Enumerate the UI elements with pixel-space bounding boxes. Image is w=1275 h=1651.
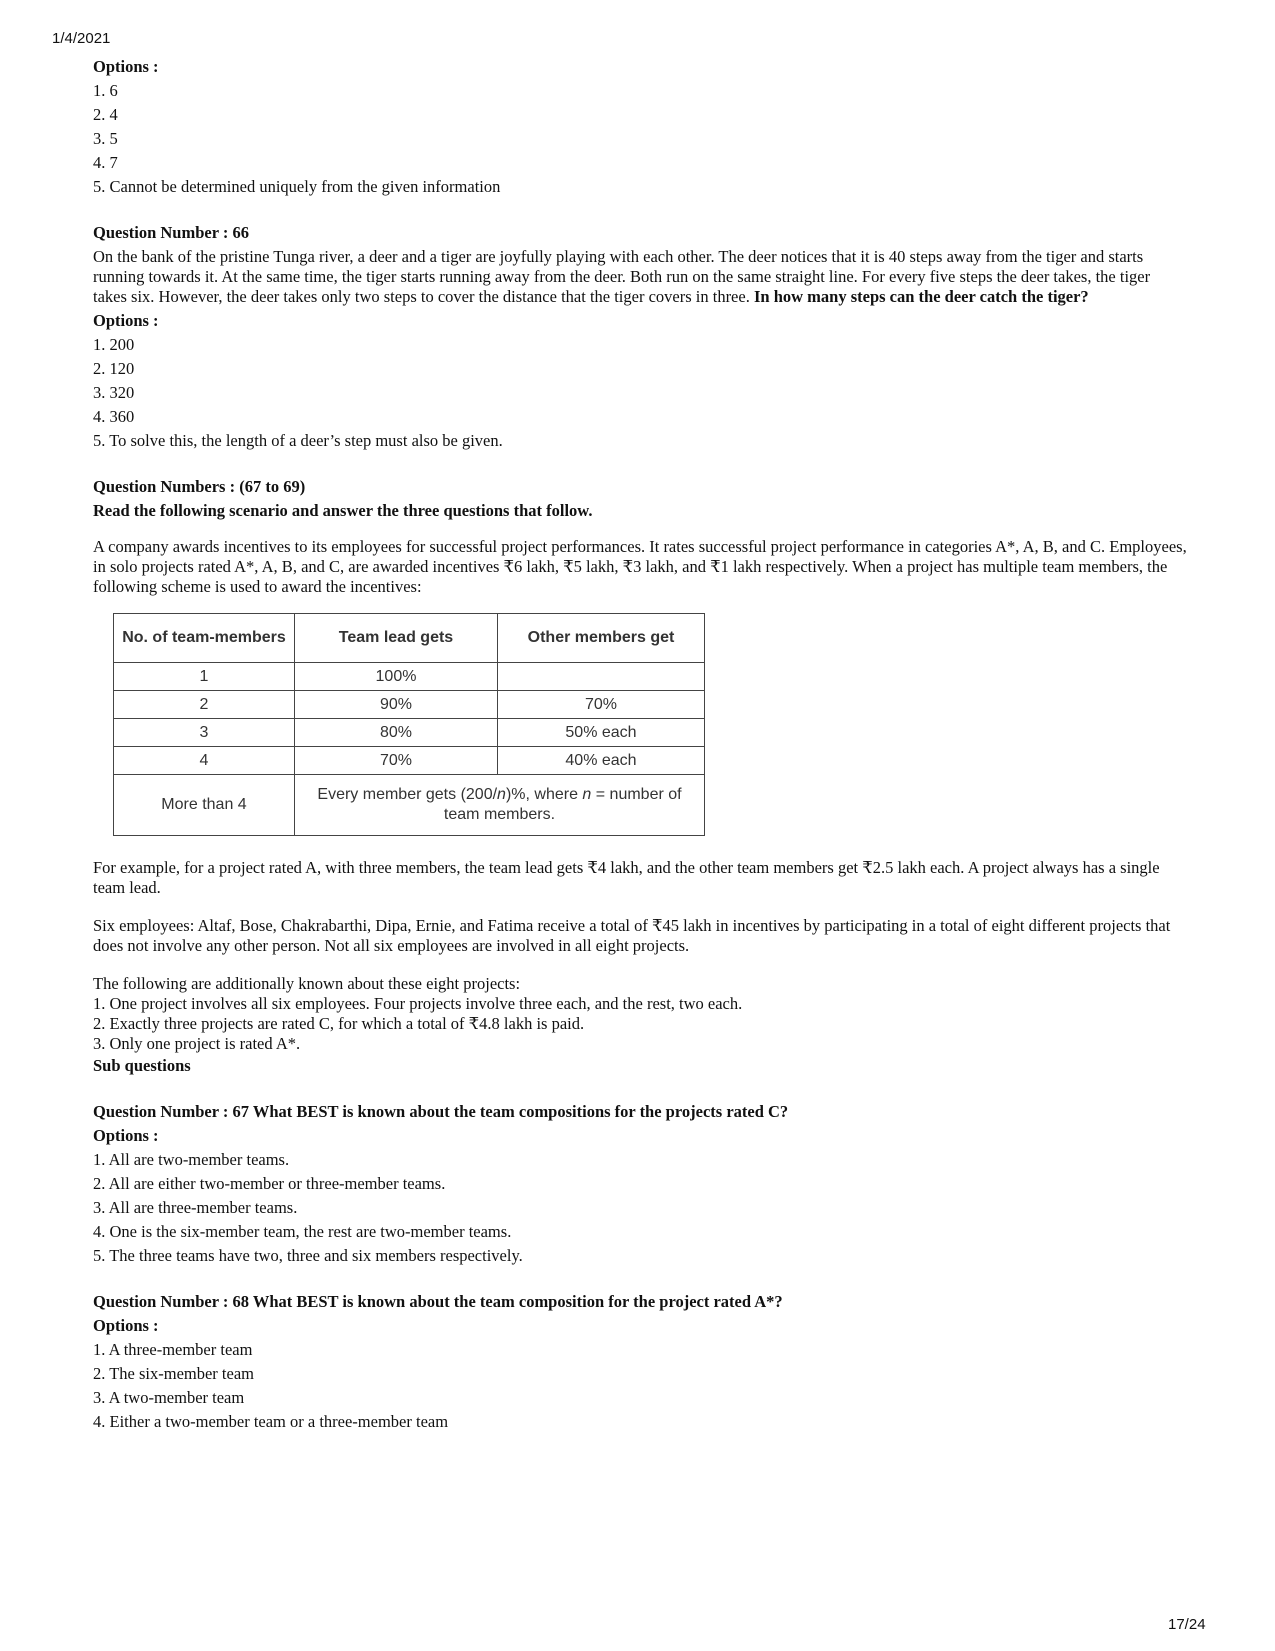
table-cell — [498, 663, 705, 691]
table-header: No. of team-members — [114, 614, 295, 663]
table-cell: 70% — [295, 747, 498, 775]
table-cell: 50% each — [498, 719, 705, 747]
q66-heading: Question Number : 66 — [93, 223, 249, 242]
table-cell: 2 — [114, 691, 295, 719]
q66-option: 4. 360 — [93, 407, 135, 426]
table-row — [114, 663, 705, 691]
q67-option: 2. All are either two-member or three-member teams. — [93, 1174, 446, 1193]
formula-part: = number of team members. — [443, 786, 682, 823]
table-row — [114, 719, 705, 747]
table-cell: 90% — [295, 691, 498, 719]
q67-options-label: Options : — [93, 1126, 159, 1145]
group-known-item: 3. Only one project is rated A*. — [93, 1034, 301, 1053]
formula-n: n — [582, 786, 592, 803]
page-content — [93, 57, 1188, 1436]
group-six-employees: Six employees: Altaf, Bose, Chakrabarthi, Dipa, Ernie, and Fatima receive a total of ₹45 lakh in incentives by participating in a total of eight different projects that does not involve any other person. Not all six employees are involved in all eight projects. — [93, 916, 1171, 955]
group-heading: Question Numbers : (67 to 69) — [93, 477, 306, 496]
q65-option: 3. 5 — [93, 129, 118, 148]
q66-text-body: On the bank of the pristine Tunga river, a deer and a tiger are joyfully playing with each other. The deer notices that it is 40 steps away from the tiger and starts running towards it. At the same time, the tiger starts running away from the deer. Both run on the same straight line. For every five steps the deer takes, the tiger takes six. However, the deer takes only two steps to cover the distance that the tiger covers in three. — [93, 247, 1151, 306]
q67-heading: Question Number : 67 What BEST is known about the team compositions for the projects rated C? — [93, 1102, 789, 1121]
q68-option: 1. A three-member team — [93, 1340, 253, 1359]
formula-part: )%, where — [505, 786, 583, 803]
q66-option: 3. 320 — [93, 383, 135, 402]
q66-options-label: Options : — [93, 311, 159, 330]
q66-option: 2. 120 — [93, 359, 135, 378]
q65-option: 1. 6 — [93, 81, 118, 100]
q65-option: 4. 7 — [93, 153, 118, 172]
q67-option: 3. All are three-member teams. — [93, 1198, 298, 1217]
formula-n: n — [497, 786, 506, 803]
group-example: For example, for a project rated A, with three members, the team lead gets ₹4 lakh, and the other team members get ₹2.5 lakh each. A project always has a single team lead. — [93, 858, 1160, 897]
q66-option: 5. To solve this, the length of a deer’s step must also be given. — [93, 431, 503, 450]
table-cell: 1 — [114, 663, 295, 691]
table-cell: 4 — [114, 747, 295, 775]
table-cell: 80% — [295, 719, 498, 747]
q68-option: 2. The six-member team — [93, 1364, 254, 1383]
page-date: 1/4/2021 — [52, 30, 111, 47]
page-number: 17/24 — [1168, 1616, 1206, 1633]
table-header: Team lead gets — [295, 614, 498, 663]
q68-option: 3. A two-member team — [93, 1388, 245, 1407]
q65-options-label: Options : — [93, 57, 159, 76]
q65-option: 5. Cannot be determined uniquely from the given information — [93, 177, 501, 196]
q68-heading: Question Number : 68 What BEST is known about the team composition for the project rated A*? — [93, 1292, 783, 1311]
group-instruction: Read the following scenario and answer the three questions that follow. — [93, 501, 593, 520]
q68-options-label: Options : — [93, 1316, 159, 1335]
q66-option: 1. 200 — [93, 335, 135, 354]
table-row — [114, 747, 705, 775]
q67-option: 5. The three teams have two, three and six members respectively. — [93, 1246, 523, 1265]
group-known-intro: The following are additionally known about these eight projects: — [93, 974, 521, 993]
group-intro: A company awards incentives to its employees for successful project performances. It rates successful project performance in categories A*, A, B, and C. Employees, in solo projects rated A*, A, B, and C, are awarded incentives ₹6 lakh, ₹5 lakh, ₹3 lakh, and ₹1 lakh respectively. When a project has multiple team members, the following scheme is used to award the incentives: — [93, 537, 1187, 596]
q68-option: 4. Either a two-member team or a three-member team — [93, 1412, 449, 1431]
group-known-item: 1. One project involves all six employees. Four projects involve three each, and the rest, two each. — [93, 994, 743, 1013]
table-cell: 3 — [114, 719, 295, 747]
sub-questions-label: Sub questions — [93, 1056, 191, 1075]
q67-option: 1. All are two-member teams. — [93, 1150, 290, 1169]
table-cell: 70% — [498, 691, 705, 719]
formula-part: Every member gets (200/ — [317, 786, 498, 803]
table-header-row — [114, 614, 705, 663]
table-cell: 100% — [295, 663, 498, 691]
table-cell-merged — [295, 775, 705, 836]
group-known-item: 2. Exactly three projects are rated C, for which a total of ₹4.8 lakh is paid. — [93, 1014, 585, 1033]
table-row — [114, 775, 705, 836]
table-cell: More than 4 — [114, 775, 295, 836]
q65-option: 2. 4 — [93, 105, 118, 124]
q66-text — [93, 247, 1188, 307]
incentive-table — [113, 613, 705, 836]
table-cell: 40% each — [498, 747, 705, 775]
q66-question-bold: In how many steps can the deer catch the tiger? — [753, 287, 1089, 306]
table-header: Other members get — [498, 614, 705, 663]
q67-option: 4. One is the six-member team, the rest are two-member teams. — [93, 1222, 512, 1241]
table-row — [114, 691, 705, 719]
